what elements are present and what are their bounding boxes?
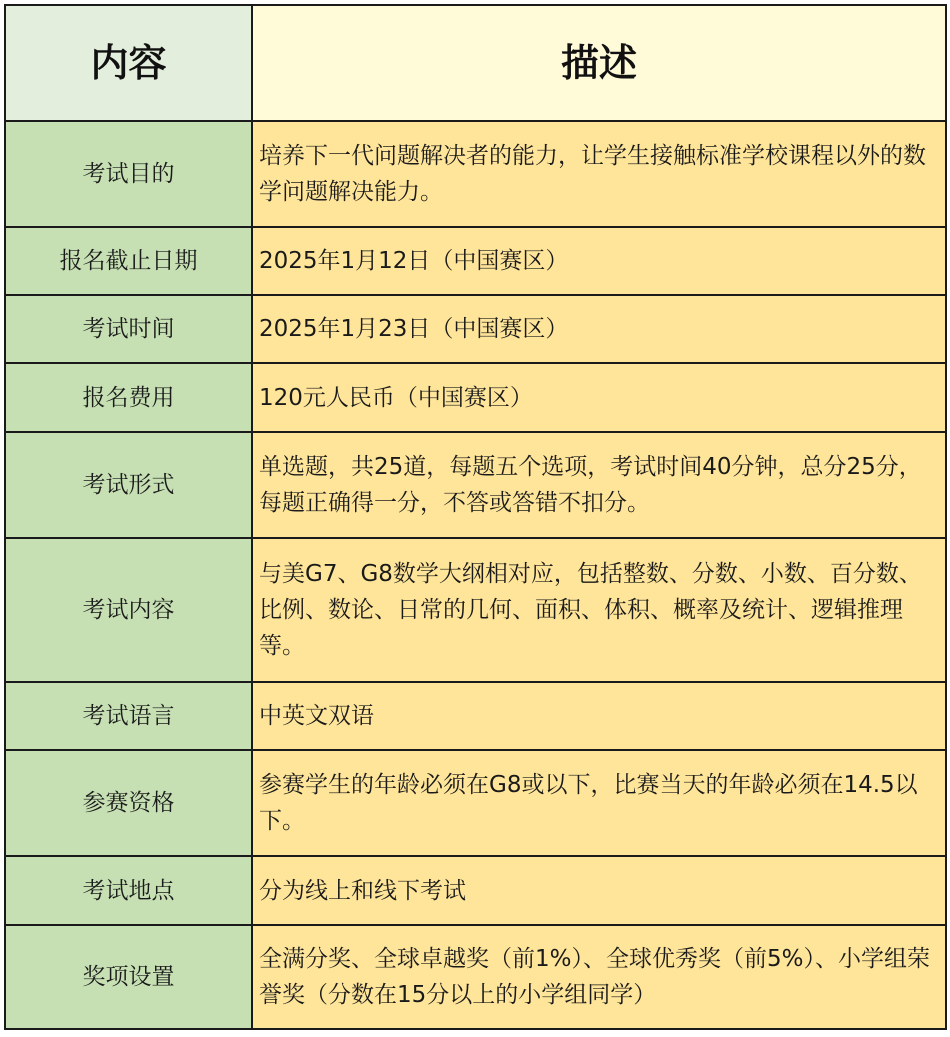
- row-description: 2025年1月23日（中国赛区）: [252, 295, 946, 363]
- row-description: 参赛学生的年龄必须在G8或以下，比赛当天的年龄必须在14.5以下。: [252, 750, 946, 856]
- row-label: 报名费用: [5, 363, 252, 432]
- table-row: [5, 750, 946, 856]
- table-row: [5, 538, 946, 682]
- table-row: [5, 121, 946, 227]
- row-label: 考试目的: [5, 121, 252, 227]
- row-label: 考试语言: [5, 682, 252, 750]
- row-description: 2025年1月12日（中国赛区）: [252, 227, 946, 295]
- row-label: 报名截止日期: [5, 227, 252, 295]
- row-description: 120元人民币（中国赛区）: [252, 363, 946, 432]
- table-row: [5, 682, 946, 750]
- row-description: 分为线上和线下考试: [252, 856, 946, 925]
- header-content: 内容: [5, 5, 252, 121]
- header-row: [5, 5, 946, 121]
- row-description: 培养下一代问题解决者的能力，让学生接触标准学校课程以外的数学问题解决能力。: [252, 121, 946, 227]
- row-label: 考试地点: [5, 856, 252, 925]
- table-row: [5, 925, 946, 1029]
- table-row: [5, 432, 946, 538]
- table-row: [5, 295, 946, 363]
- table-row: [5, 363, 946, 432]
- row-label: 参赛资格: [5, 750, 252, 856]
- row-label: 考试时间: [5, 295, 252, 363]
- table-row: [5, 227, 946, 295]
- row-description: 单选题，共25道，每题五个选项，考试时间40分钟，总分25分，每题正确得一分，不答或答错不扣分。: [252, 432, 946, 538]
- table-row: [5, 856, 946, 925]
- info-table: [4, 4, 947, 1030]
- row-description: 与美G7、G8数学大纲相对应，包括整数、分数、小数、百分数、比例、数论、日常的几何、面积、体积、概率及统计、逻辑推理等。: [252, 538, 946, 682]
- row-label: 考试形式: [5, 432, 252, 538]
- row-description: 中英文双语: [252, 682, 946, 750]
- row-description: 全满分奖、全球卓越奖（前1%）、全球优秀奖（前5%）、小学组荣誉奖（分数在15分以上的小学组同学）: [252, 925, 946, 1029]
- header-description: 描述: [252, 5, 946, 121]
- row-label: 考试内容: [5, 538, 252, 682]
- row-label: 奖项设置: [5, 925, 252, 1029]
